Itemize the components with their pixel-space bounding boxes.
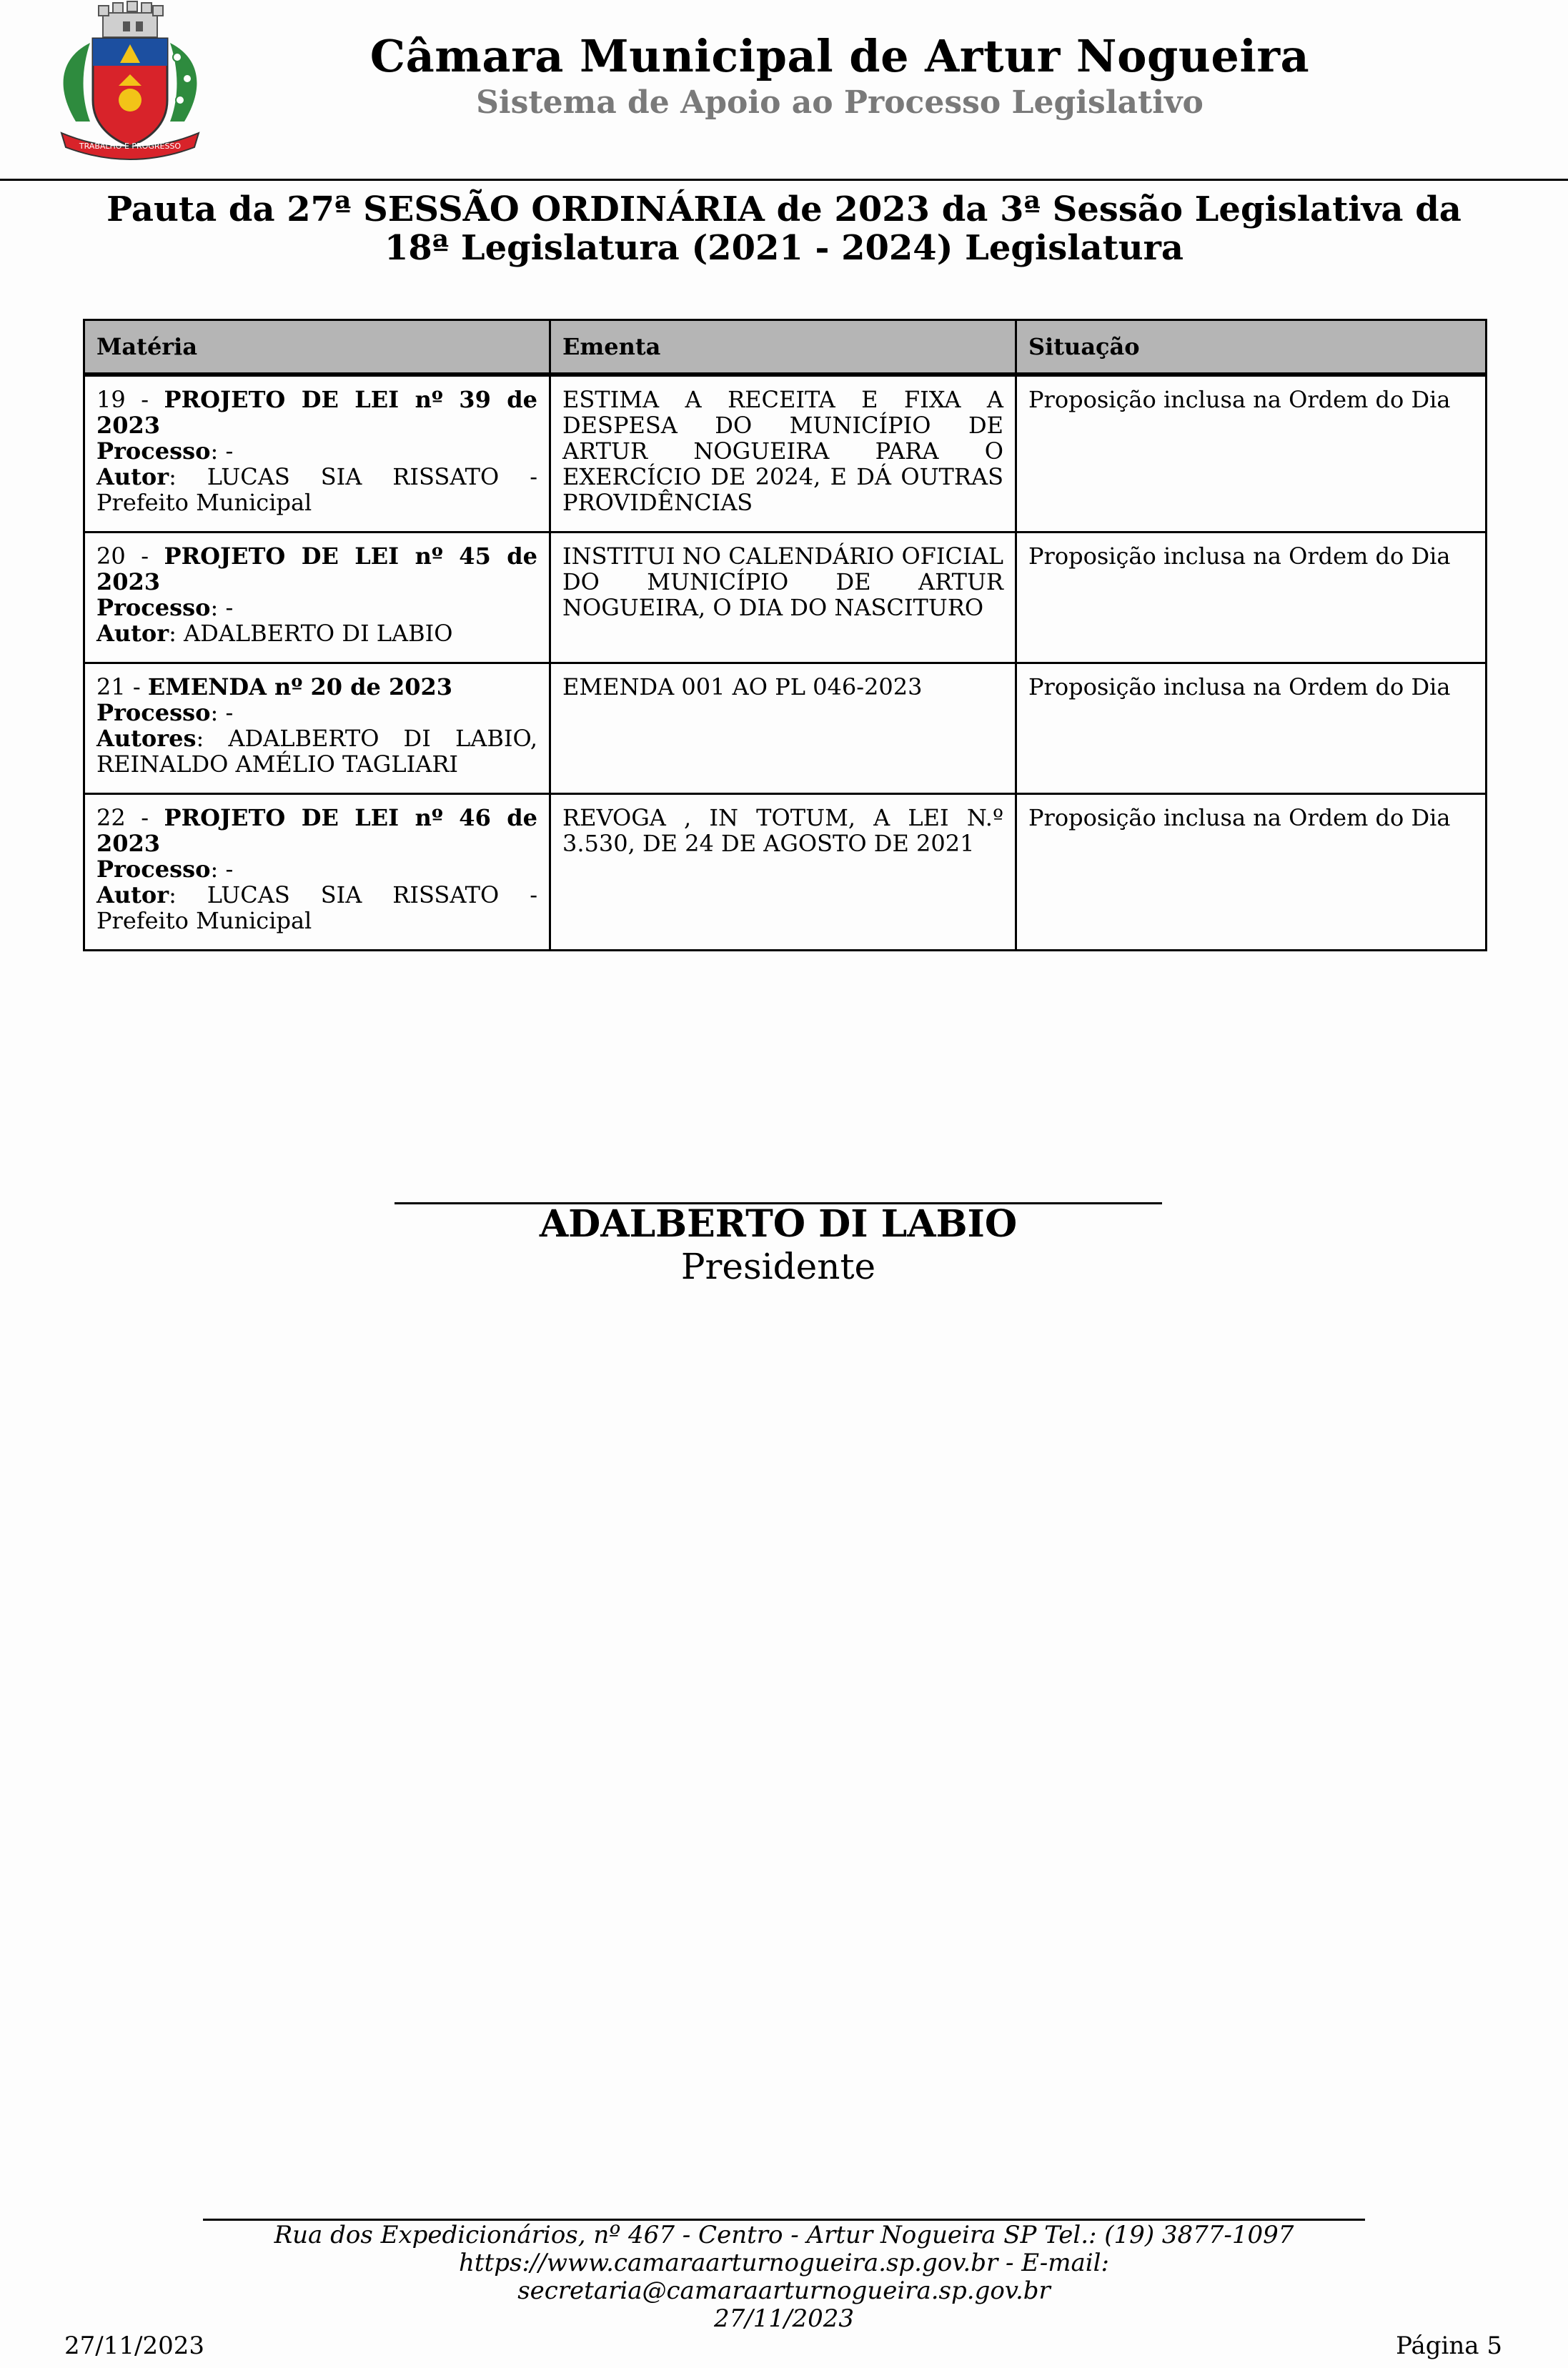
materia-title: PROJETO DE LEI nº 45 de 2023 bbox=[96, 543, 538, 595]
processo-value: : - bbox=[210, 594, 234, 621]
situacao-cell: Proposição inclusa na Ordem do Dia bbox=[1016, 532, 1487, 663]
autor-value: : LUCAS SIA RISSATO - Prefeito Municipal bbox=[96, 881, 537, 934]
footer-address: Rua dos Expedicionários, nº 467 - Centro - Artur Nogueira SP Tel.: (19) 3877-1097 https://www.camaraarturnogueira.sp.gov.br - E-mail: secretaria@camaraarturnogueira.sp.gov.br bbox=[274, 2221, 1294, 2305]
processo-label: Processo bbox=[96, 437, 211, 465]
table-header-row bbox=[84, 320, 1487, 375]
autor-label: Autores bbox=[96, 725, 197, 752]
signatory-name: ADALBERTO DI LABIO bbox=[539, 1202, 1018, 1246]
materia-cell bbox=[84, 375, 550, 532]
materia-cell bbox=[84, 794, 550, 951]
agenda-table bbox=[83, 319, 1487, 951]
processo-value: : - bbox=[210, 699, 234, 726]
column-header-situacao: Situação bbox=[1016, 320, 1487, 375]
materia-cell bbox=[84, 663, 550, 794]
materia-title: PROJETO DE LEI nº 39 de 2023 bbox=[96, 386, 538, 439]
processo-label: Processo bbox=[96, 699, 211, 726]
autor-value: : ADALBERTO DI LABIO bbox=[169, 620, 453, 647]
crest-motto: TRABALHO E PROGRESSO bbox=[79, 142, 182, 151]
item-number: 21 - bbox=[96, 673, 148, 700]
table-row bbox=[84, 532, 1487, 663]
footer-contact bbox=[203, 2221, 1365, 2333]
ementa-cell: EMENDA 001 AO PL 046-2023 bbox=[550, 663, 1016, 794]
processo-label: Processo bbox=[96, 856, 211, 883]
footer-print-date: 27/11/2023 bbox=[64, 2332, 204, 2360]
item-number: 22 - bbox=[96, 804, 164, 831]
institution-name: Câmara Municipal de Artur Nogueira bbox=[369, 30, 1310, 82]
system-name: Sistema de Apoio ao Processo Legislativo bbox=[476, 84, 1204, 121]
ementa-cell: REVOGA , IN TOTUM, A LEI N.º 3.530, DE 24 DE AGOSTO DE 2021 bbox=[550, 794, 1016, 951]
situacao-cell: Proposição inclusa na Ordem do Dia bbox=[1016, 375, 1487, 532]
column-header-materia: Matéria bbox=[84, 320, 550, 375]
materia-title: PROJETO DE LEI nº 46 de 2023 bbox=[96, 804, 538, 857]
item-number: 19 - bbox=[96, 386, 164, 413]
situacao-cell: Proposição inclusa na Ordem do Dia bbox=[1016, 794, 1487, 951]
materia-title: EMENDA nº 20 de 2023 bbox=[147, 673, 453, 700]
item-number: 20 - bbox=[96, 543, 164, 570]
autor-label: Autor bbox=[96, 620, 169, 647]
document-title: Pauta da 27ª SESSÃO ORDINÁRIA de 2023 da 3ª Sessão Legislativa da 18ª Legislatura (2021 - 2024) Legislatura bbox=[106, 189, 1462, 268]
header-divider bbox=[0, 179, 1568, 181]
table-row bbox=[84, 663, 1487, 794]
ementa-cell: INSTITUI NO CALENDÁRIO OFICIAL DO MUNICÍPIO DE ARTUR NOGUEIRA, O DIA DO NASCITURO bbox=[550, 532, 1016, 663]
materia-cell bbox=[84, 532, 550, 663]
processo-label: Processo bbox=[96, 594, 211, 621]
situacao-cell: Proposição inclusa na Ordem do Dia bbox=[1016, 663, 1487, 794]
table-row bbox=[84, 375, 1487, 532]
column-header-ementa: Ementa bbox=[550, 320, 1016, 375]
autor-value: : LUCAS SIA RISSATO - Prefeito Municipal bbox=[96, 463, 537, 516]
page-header bbox=[0, 0, 1568, 180]
page-number: Página 5 bbox=[1396, 2332, 1502, 2360]
processo-value: : - bbox=[210, 856, 234, 883]
autor-label: Autor bbox=[96, 463, 169, 490]
ementa-cell: ESTIMA A RECEITA E FIXA A DESPESA DO MUNICÍPIO DE ARTUR NOGUEIRA PARA O EXERCÍCIO DE 2024, E DÁ OUTRAS PROVIDÊNCIAS bbox=[550, 375, 1016, 532]
autor-label: Autor bbox=[96, 881, 169, 908]
autor-value: : ADALBERTO DI LABIO, REINALDO AMÉLIO TAGLIARI bbox=[96, 725, 537, 778]
signatory-role: Presidente bbox=[680, 1246, 876, 1287]
processo-value: : - bbox=[210, 437, 234, 465]
municipal-crest-icon bbox=[47, 0, 213, 166]
footer-center-date: 27/11/2023 bbox=[714, 2304, 854, 2333]
table-row bbox=[84, 794, 1487, 951]
